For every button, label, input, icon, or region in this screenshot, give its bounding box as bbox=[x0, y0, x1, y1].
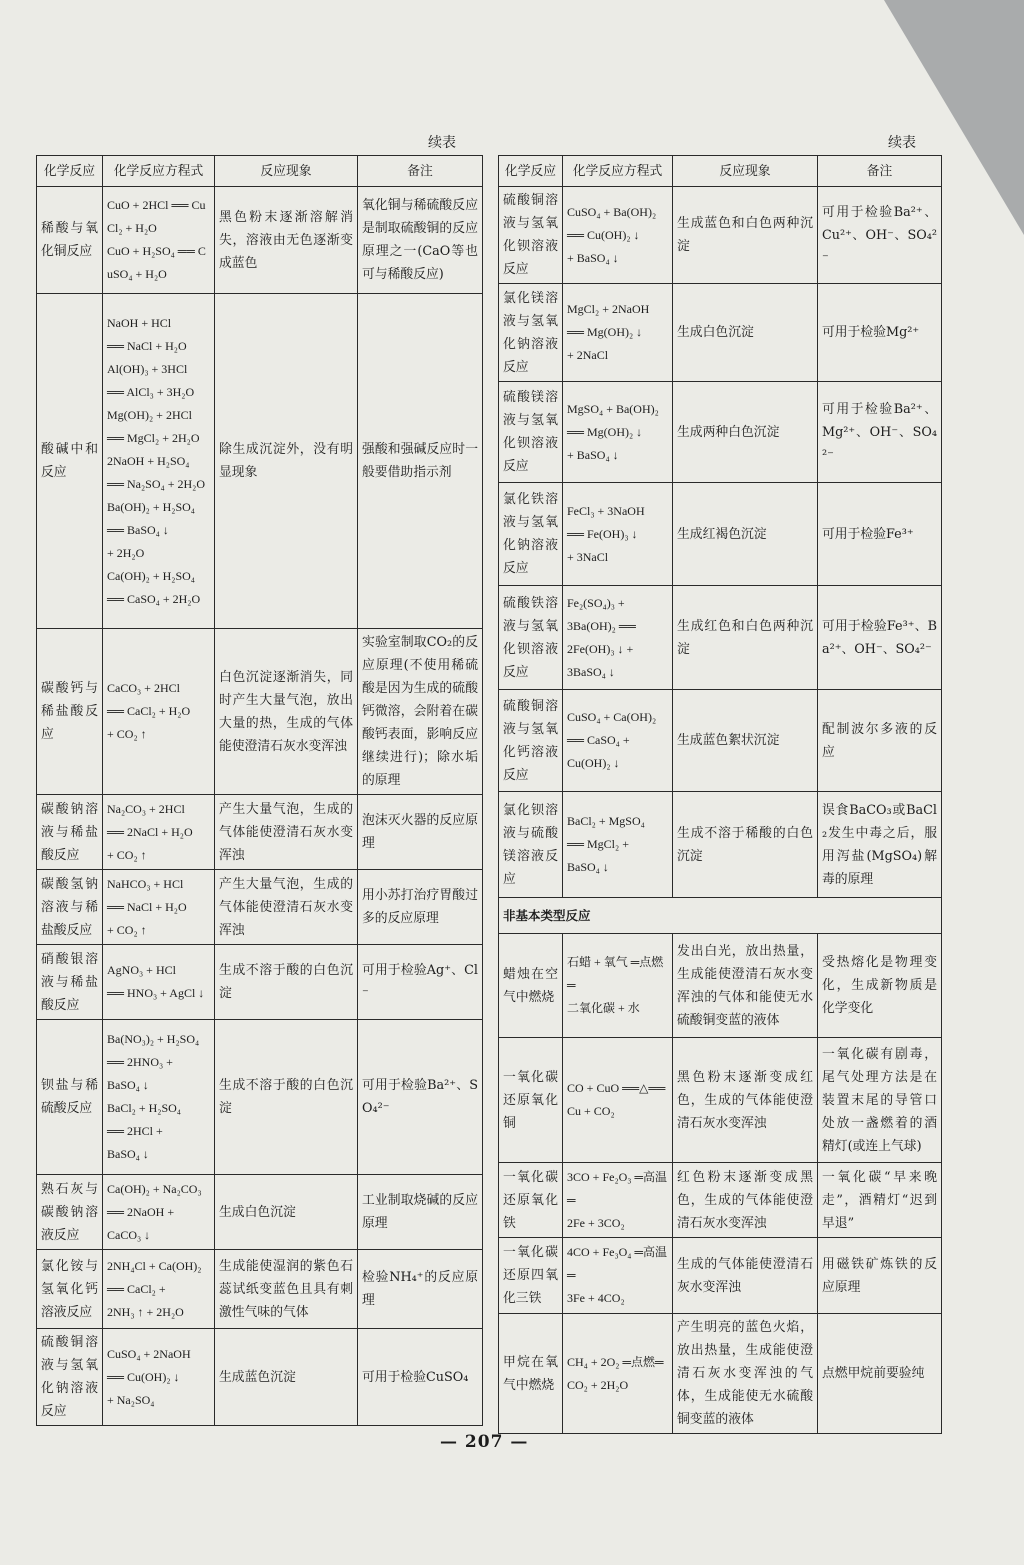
reaction-name: 碳酸氢钠溶液与稀盐酸反应 bbox=[37, 870, 103, 945]
table-row bbox=[37, 1250, 483, 1329]
reaction-note: 实验室制取CO₂的反应原理(不使用稀硫酸是因为生成的硫酸钙微溶，会附着在碳酸钙表面，影响反应继续进行)；除水垢的原理 bbox=[358, 629, 483, 795]
reaction-equation: 石蜡 + 氧气 ═点燃═ 二氧化碳 + 水 bbox=[563, 934, 673, 1038]
reaction-phenomenon: 黑色粉末逐渐溶解消失，溶液由无色逐渐变成蓝色 bbox=[215, 187, 358, 294]
continued-label-left: 续表 bbox=[428, 135, 456, 151]
reaction-equation: Ca(OH)₂ + Na₂CO₃ ══ 2NaOH + CaCO₃ ↓ bbox=[103, 1175, 215, 1250]
reaction-name: 熟石灰与碳酸钠溶液反应 bbox=[37, 1175, 103, 1250]
reaction-name: 氯化铁溶液与氢氧化钠溶液反应 bbox=[499, 483, 563, 586]
reaction-note: 工业制取烧碱的反应原理 bbox=[358, 1175, 483, 1250]
reaction-note: 受热熔化是物理变化，生成新物质是化学变化 bbox=[818, 934, 942, 1038]
header-equation: 化学反应方程式 bbox=[103, 156, 215, 187]
reaction-phenomenon: 白色沉淀逐渐消失，同时产生大量气泡，放出大量的热，生成的气体能使澄清石灰水变浑浊 bbox=[215, 629, 358, 795]
reaction-phenomenon: 产生大量气泡，生成的气体能使澄清石灰水变浑浊 bbox=[215, 870, 358, 945]
section-header-row bbox=[499, 898, 942, 934]
header-note: 备注 bbox=[358, 156, 483, 187]
page-number: — 207 — bbox=[440, 1432, 529, 1452]
table-row bbox=[37, 294, 483, 629]
reaction-equation: Ba(NO₃)₂ + H₂SO₄ ══ 2HNO₃ + BaSO₄ ↓ BaCl₂ + H₂SO₄ ══ 2HCl + BaSO₄ ↓ bbox=[103, 1020, 215, 1175]
reaction-equation: FeCl₃ + 3NaOH ══ Fe(OH)₃ ↓ + 3NaCl bbox=[563, 483, 673, 586]
reaction-name: 酸碱中和反应 bbox=[37, 294, 103, 629]
reaction-equation: 2NH₄Cl + Ca(OH)₂ ══ CaCl₂ + 2NH₃ ↑ + 2H₂O bbox=[103, 1250, 215, 1329]
reaction-equation: BaCl₂ + MgSO₄ ══ MgCl₂ + BaSO₄ ↓ bbox=[563, 792, 673, 898]
reaction-equation: 4CO + Fe₃O₄ ═高温═ 3Fe + 4CO₂ bbox=[563, 1238, 673, 1314]
reaction-phenomenon: 生成两种白色沉淀 bbox=[673, 382, 818, 483]
table-row bbox=[499, 1238, 942, 1314]
reaction-equation: CuSO₄ + Ca(OH)₂ ══ CaSO₄ + Cu(OH)₂ ↓ bbox=[563, 690, 673, 792]
header-phenomenon: 反应现象 bbox=[673, 156, 818, 187]
section-title: 非基本类型反应 bbox=[499, 898, 942, 934]
table-header-row bbox=[499, 156, 942, 187]
table-row bbox=[37, 629, 483, 795]
reaction-name: 碳酸钠溶液与稀盐酸反应 bbox=[37, 795, 103, 870]
reaction-name: 硫酸铁溶液与氢氧化钡溶液反应 bbox=[499, 586, 563, 690]
reaction-note: 可用于检验Ag⁺、Cl⁻ bbox=[358, 945, 483, 1020]
reaction-note: 可用于检验CuSO₄ bbox=[358, 1329, 483, 1426]
table-row bbox=[37, 870, 483, 945]
reaction-name: 硫酸铜溶液与氢氧化钙溶液反应 bbox=[499, 690, 563, 792]
reaction-phenomenon: 生成红色和白色两种沉淀 bbox=[673, 586, 818, 690]
table-row bbox=[37, 1329, 483, 1426]
reaction-equation: Na₂CO₃ + 2HCl ══ 2NaCl + H₂O + CO₂ ↑ bbox=[103, 795, 215, 870]
table-row bbox=[499, 382, 942, 483]
reaction-equation: AgNO₃ + HCl ══ HNO₃ + AgCl ↓ bbox=[103, 945, 215, 1020]
reaction-name: 稀酸与氧化铜反应 bbox=[37, 187, 103, 294]
reaction-phenomenon: 生成蓝色絮状沉淀 bbox=[673, 690, 818, 792]
reaction-name: 氯化镁溶液与氢氧化钠溶液反应 bbox=[499, 284, 563, 382]
reaction-phenomenon: 除生成沉淀外，没有明显现象 bbox=[215, 294, 358, 629]
reaction-note: 用磁铁矿炼铁的反应原理 bbox=[818, 1238, 942, 1314]
reaction-table-left bbox=[36, 155, 483, 1426]
reaction-phenomenon: 生成的气体能使澄清石灰水变浑浊 bbox=[673, 1238, 818, 1314]
reaction-equation: CuSO₄ + Ba(OH)₂ ══ Cu(OH)₂ ↓ + BaSO₄ ↓ bbox=[563, 187, 673, 284]
reaction-note: 检验NH₄⁺的反应原理 bbox=[358, 1250, 483, 1329]
table-row bbox=[37, 187, 483, 294]
table-row bbox=[499, 284, 942, 382]
reaction-equation: NaHCO₃ + HCl ══ NaCl + H₂O + CO₂ ↑ bbox=[103, 870, 215, 945]
table-row bbox=[37, 795, 483, 870]
reaction-name: 硝酸银溶液与稀盐酸反应 bbox=[37, 945, 103, 1020]
reaction-equation: CO + CuO ══△══ Cu + CO₂ bbox=[563, 1038, 673, 1163]
header-reaction: 化学反应 bbox=[37, 156, 103, 187]
reaction-phenomenon: 产生大量气泡，生成的气体能使澄清石灰水变浑浊 bbox=[215, 795, 358, 870]
reaction-equation: MgSO₄ + Ba(OH)₂ ══ Mg(OH)₂ ↓ + BaSO₄ ↓ bbox=[563, 382, 673, 483]
reaction-note: 误食BaCO₃或BaCl₂发生中毒之后，服用泻盐(MgSO₄)解毒的原理 bbox=[818, 792, 942, 898]
reaction-phenomenon: 生成不溶于稀酸的白色沉淀 bbox=[673, 792, 818, 898]
reaction-table-right bbox=[498, 155, 942, 1434]
reaction-name: 碳酸钙与稀盐酸反应 bbox=[37, 629, 103, 795]
reaction-phenomenon: 红色粉末逐渐变成黑色，生成的气体能使澄清石灰水变浑浊 bbox=[673, 1163, 818, 1238]
table-row bbox=[499, 934, 942, 1038]
table-row bbox=[499, 1163, 942, 1238]
table-row bbox=[37, 1020, 483, 1175]
reaction-phenomenon: 发出白光，放出热量，生成能使澄清石灰水变浑浊的气体和能使无水硫酸铜变蓝的液体 bbox=[673, 934, 818, 1038]
reaction-name: 一氧化碳还原氧化铁 bbox=[499, 1163, 563, 1238]
reaction-name: 蜡烛在空气中燃烧 bbox=[499, 934, 563, 1038]
reaction-equation: CaCO₃ + 2HCl ══ CaCl₂ + H₂O + CO₂ ↑ bbox=[103, 629, 215, 795]
reaction-name: 一氧化碳还原氧化铜 bbox=[499, 1038, 563, 1163]
reaction-phenomenon: 产生明亮的蓝色火焰，放出热量，生成能使澄清石灰水变浑浊的气体，生成能使无水硫酸铜变蓝的液体 bbox=[673, 1314, 818, 1434]
reaction-note: 可用于检验Ba²⁺、SO₄²⁻ bbox=[358, 1020, 483, 1175]
reaction-note: 点燃甲烷前要验纯 bbox=[818, 1314, 942, 1434]
reaction-note: 氧化铜与稀硫酸反应是制取硫酸铜的反应原理之一(CaO等也可与稀酸反应) bbox=[358, 187, 483, 294]
reaction-note: 一氧化碳“早来晚走”，酒精灯“迟到早退” bbox=[818, 1163, 942, 1238]
table-row bbox=[37, 1175, 483, 1250]
header-note: 备注 bbox=[818, 156, 942, 187]
header-reaction: 化学反应 bbox=[499, 156, 563, 187]
table-row bbox=[499, 690, 942, 792]
reaction-name: 硫酸镁溶液与氢氧化钡溶液反应 bbox=[499, 382, 563, 483]
reaction-name: 氯化钡溶液与硫酸镁溶液反应 bbox=[499, 792, 563, 898]
reaction-note: 可用于检验Fe³⁺ bbox=[818, 483, 942, 586]
reaction-name: 一氧化碳还原四氧化三铁 bbox=[499, 1238, 563, 1314]
reaction-phenomenon: 生成红褐色沉淀 bbox=[673, 483, 818, 586]
reaction-phenomenon: 生成不溶于酸的白色沉淀 bbox=[215, 1020, 358, 1175]
table-row bbox=[37, 945, 483, 1020]
reaction-note: 强酸和强碱反应时一般要借助指示剂 bbox=[358, 294, 483, 629]
reaction-phenomenon: 生成白色沉淀 bbox=[673, 284, 818, 382]
reaction-note: 可用于检验Ba²⁺、Mg²⁺、OH⁻、SO₄²⁻ bbox=[818, 382, 942, 483]
reaction-note: 可用于检验Ba²⁺、Cu²⁺、OH⁻、SO₄²⁻ bbox=[818, 187, 942, 284]
table-row bbox=[499, 586, 942, 690]
reaction-note: 可用于检验Fe³⁺、Ba²⁺、OH⁻、SO₄²⁻ bbox=[818, 586, 942, 690]
reaction-phenomenon: 黑色粉末逐渐变成红色，生成的气体能使澄清石灰水变浑浊 bbox=[673, 1038, 818, 1163]
reaction-phenomenon: 生成蓝色沉淀 bbox=[215, 1329, 358, 1426]
reaction-phenomenon: 生成白色沉淀 bbox=[215, 1175, 358, 1250]
table-row bbox=[499, 187, 942, 284]
reaction-equation: NaOH + HCl ══ NaCl + H₂O Al(OH)₃ + 3HCl ══ AlCl₃ + 3H₂O Mg(OH)₂ + 2HCl ══ MgCl₂ + 2H₂O 2NaOH + H₂SO₄ ══ Na₂SO₄ + 2H₂O Ba(OH)₂ + H₂SO₄ ══ BaSO₄ ↓ + 2H₂O Ca(OH)₂ + H₂SO₄ ══ CaSO₄ + 2H₂O bbox=[103, 294, 215, 629]
reaction-name: 甲烷在氧气中燃烧 bbox=[499, 1314, 563, 1434]
reaction-note: 泡沫灭火器的反应原理 bbox=[358, 795, 483, 870]
table-row bbox=[499, 1314, 942, 1434]
reaction-equation: CuO + 2HCl ══ CuCl₂ + H₂O CuO + H₂SO₄ ══ CuSO₄ + H₂O bbox=[103, 187, 215, 294]
table-row bbox=[499, 483, 942, 586]
continued-label-right: 续表 bbox=[888, 135, 916, 151]
reaction-note: 用小苏打治疗胃酸过多的反应原理 bbox=[358, 870, 483, 945]
header-equation: 化学反应方程式 bbox=[563, 156, 673, 187]
reaction-note: 一氧化碳有剧毒，尾气处理方法是在装置末尾的导管口处放一盏燃着的酒精灯(或连上气球) bbox=[818, 1038, 942, 1163]
reaction-phenomenon: 生成不溶于酸的白色沉淀 bbox=[215, 945, 358, 1020]
table-row bbox=[499, 1038, 942, 1163]
reaction-equation: MgCl₂ + 2NaOH ══ Mg(OH)₂ ↓ + 2NaCl bbox=[563, 284, 673, 382]
reaction-phenomenon: 生成能使湿润的紫色石蕊试纸变蓝色且具有刺激性气味的气体 bbox=[215, 1250, 358, 1329]
reaction-name: 氯化铵与氢氧化钙溶液反应 bbox=[37, 1250, 103, 1329]
reaction-equation: 3CO + Fe₂O₃ ═高温═ 2Fe + 3CO₂ bbox=[563, 1163, 673, 1238]
reaction-equation: Fe₂(SO₄)₃ + 3Ba(OH)₂ ══ 2Fe(OH)₃ ↓ + 3BaSO₄ ↓ bbox=[563, 586, 673, 690]
reaction-note: 配制波尔多液的反应 bbox=[818, 690, 942, 792]
header-phenomenon: 反应现象 bbox=[215, 156, 358, 187]
reaction-name: 硫酸铜溶液与氢氧化钡溶液反应 bbox=[499, 187, 563, 284]
reaction-equation: CH₄ + 2O₂ ═点燃═ CO₂ + 2H₂O bbox=[563, 1314, 673, 1434]
table-header-row bbox=[37, 156, 483, 187]
reaction-note: 可用于检验Mg²⁺ bbox=[818, 284, 942, 382]
reaction-name: 硫酸铜溶液与氢氧化钠溶液反应 bbox=[37, 1329, 103, 1426]
reaction-name: 钡盐与稀硫酸反应 bbox=[37, 1020, 103, 1175]
reaction-phenomenon: 生成蓝色和白色两种沉淀 bbox=[673, 187, 818, 284]
table-row bbox=[499, 792, 942, 898]
reaction-equation: CuSO₄ + 2NaOH ══ Cu(OH)₂ ↓ + Na₂SO₄ bbox=[103, 1329, 215, 1426]
